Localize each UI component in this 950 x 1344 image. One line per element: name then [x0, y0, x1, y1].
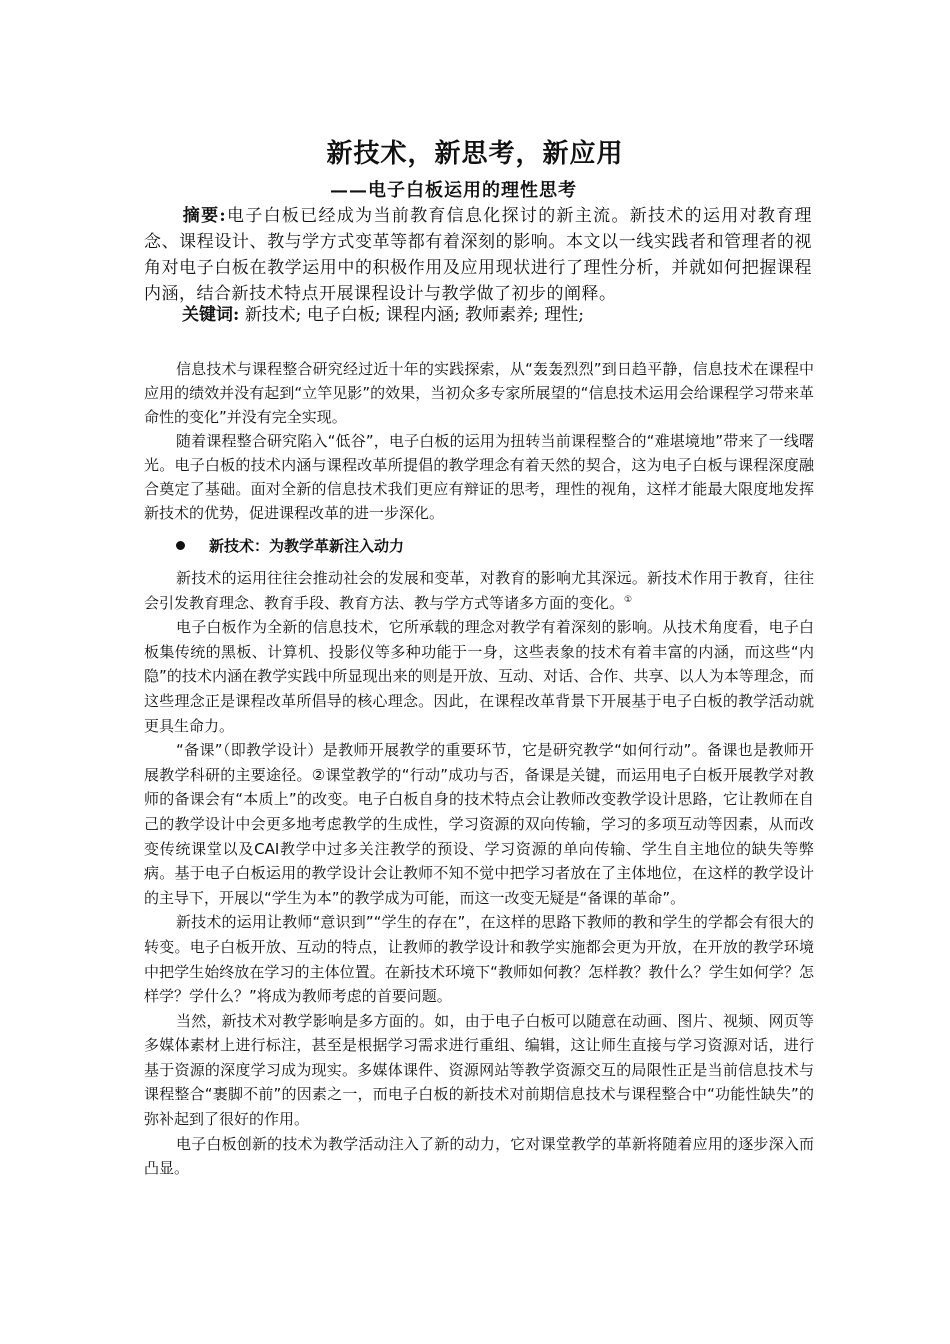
abstract-label: 摘要: — [182, 206, 227, 226]
section-heading-text: 新技术：为教学革新注入动力 — [209, 537, 405, 555]
keywords — [182, 302, 802, 328]
paragraph: 随着课程整合研究陷入“低谷”，电子白板的运用为扭转当前课程整合的“难堪境地”带来了一线曙光。电子白板的技术内涵与课程改革所提倡的教学理念有着天然的契合，这为电子白板与课程深度融合奠定了基础。面对全新的信息技术我们更应有辩证的思考，理性的视角，这样才能最大限度地发挥新技术的优势，促进课程改革的进一步深化。 — [144, 432, 814, 522]
paragraph: 新技术的运用让教师“意识到”“学生的存在”，在这样的思路下教师的教和学生的学都会有很大的转变。电子白板开放、互动的特点，让教师的教学设计和教学实施都会更为开放，在开放的教学环境中把学生始终放在学习的主体位置。在新技术环境下“教师如何教？怎样教？教什么？学生如何学？怎样学？学什么？”将成为教师考虑的首要问题。 — [144, 913, 814, 1006]
page-title: 新技术，新思考，新应用 — [326, 139, 624, 169]
paragraph: “备课”（即教学设计）是教师开展教学的重要环节，它是研究教学“如何行动”。备课也是教师开展教学科研的主要途径。②课堂教学的“行动”成功与否，备课是关键，而运用电子白板开展教学对教师的备课会有“本质上”的改变。电子白板自身的技术特点会让教师改变教学设计思路，它让教师在自己的教学设计中会更多地考虑教学的生成性，学习资源的双向传输，学习的多项互动等因素，从而改变传统课堂以及CAI教学中过多关注教学的预设、学习资源的单向传输、学生自主地位的缺失等弊病。基于电子白板运用的教学设计会让教师不知不觉中把学习者放在了主体地位，在这样的教学设计的主导下，开展以“学生为本”的教学成为可能，而这一改变无疑是“备课的革命”。 — [144, 741, 814, 907]
keywords-label: 关键词: — [182, 305, 240, 325]
bullet-icon — [176, 541, 185, 550]
page-subtitle: ——电子白板运用的理性思考 — [330, 180, 577, 201]
paragraph: 当然，新技术对教学影响是多方面的。如，由于电子白板可以随意在动画、图片、视频、网页等多媒体素材上进行标注，甚至是根据学习需求进行重组、编辑，这让师生直接与学习资源对话，进行基于资源的深度学习成为现实。多媒体课件、资源网站等教学资源交互的局限性正是当前信息技术与课程整合“裹脚不前”的因素之一，而电子白板的新技术对前期信息技术与课程整合中“功能性缺失”的弥补起到了很好的作用。 — [144, 1011, 814, 1129]
keywords-text: 新技术; 电子白板; 课程内涵; 教师素养; 理性; — [244, 305, 584, 325]
section-body — [144, 566, 814, 1181]
section-heading — [176, 534, 676, 558]
abstract-text: 电子白板已经成为当前教育信息化探讨的新主流。新技术的运用对教育理念、课程设计、教与学方式变革等都有着深刻的影响。本文以一线实践者和管理者的视角对电子白板在教学运用中的积极作用及应用现状进行了理性分析，并就如何把握课程内涵，结合新技术特点开展课程设计与教学做了初步的阐释。 — [144, 206, 813, 304]
paragraph-text: 新技术的运用往往会推动社会的发展和变革，对教育的影响尤其深远。新技术作用于教育，往往会引发教育理念、教育手段、教育方法、教与学方式等诸多方面的变化。 — [144, 569, 814, 612]
abstract — [144, 203, 812, 307]
paragraph: 电子白板作为全新的信息技术，它所承载的理念对教学有着深刻的影响。从技术角度看，电子白板集传统的黑板、计算机、投影仪等多种功能于一身，这些表象的技术有着丰富的内涵，而这些“内隐”的技术内涵在教学实践中所显现出来的则是开放、互动、对话、合作、共享、以人为本等理念，而这些理念正是课程改革所倡导的核心理念。因此，在课程改革背景下开展基于电子白板的教学活动就更具生命力。 — [144, 618, 814, 735]
paragraph: 信息技术与课程整合研究经过近十年的实践探索，从“轰轰烈烈”到日趋平静，信息技术在课程中应用的绩效并没有起到“立竿见影”的效果，当初众多专家所展望的“信息技术运用会给课程学习带来革命性的变化”并没有完全实现。 — [144, 360, 814, 426]
footnote-marker: ① — [624, 594, 633, 605]
paragraph: 电子白板创新的技术为教学活动注入了新的动力，它对课堂教学的革新将随着应用的逐步深入而凸显。 — [144, 1134, 814, 1178]
paragraph — [144, 566, 814, 615]
intro-section — [144, 357, 814, 525]
